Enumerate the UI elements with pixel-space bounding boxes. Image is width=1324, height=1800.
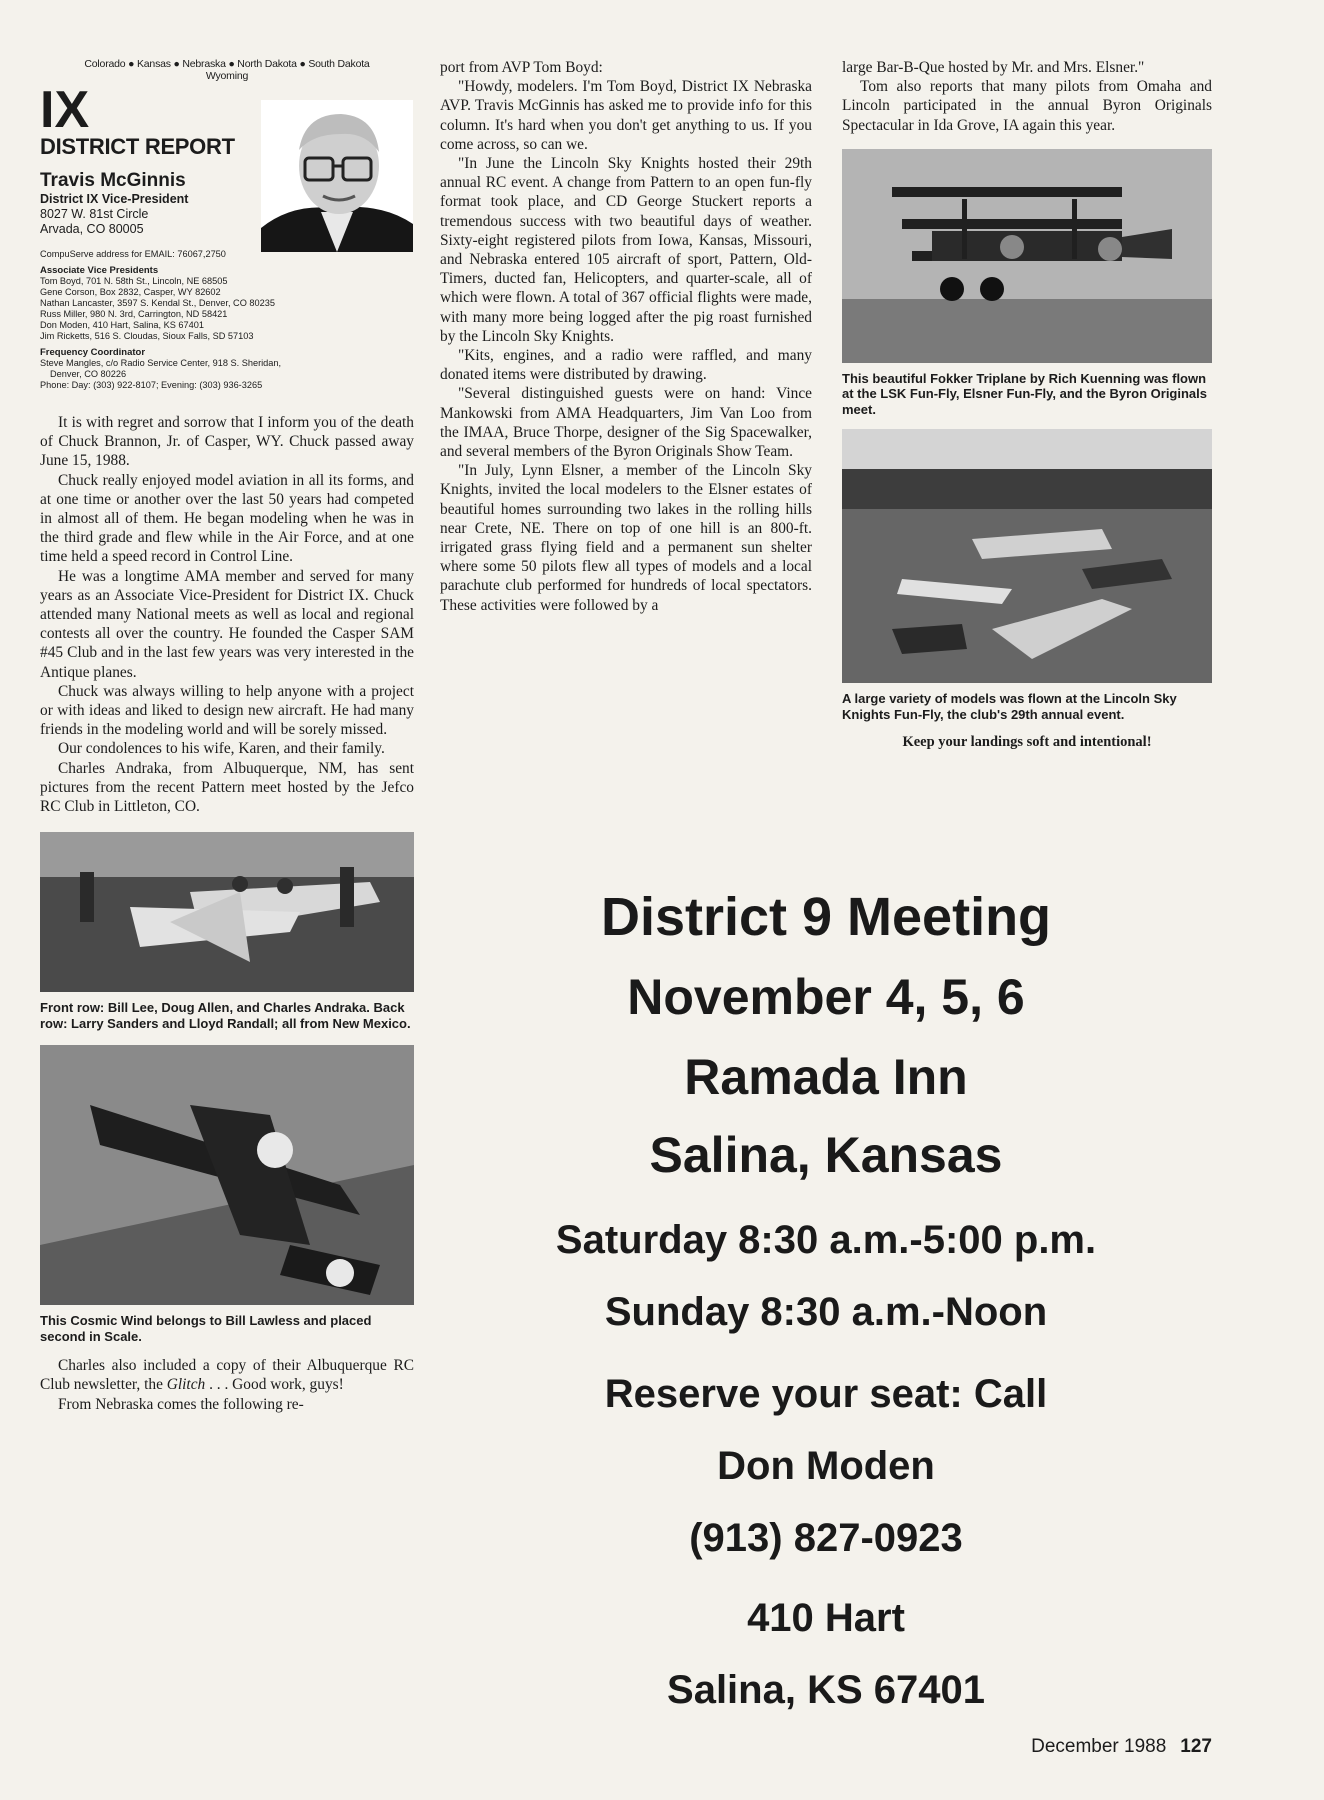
- contact-phone: (913) 827-0923: [689, 1516, 963, 1560]
- freq-line: Steve Mangles, c/o Radio Service Center, 918 S. Sheridan,: [40, 358, 282, 368]
- paragraph: large Bar-B-Que hosted by Mr. and Mrs. Elsner.": [842, 59, 1145, 76]
- freq-line: Phone: Day: (303) 922-8107; Evening: (303) 936-3265: [40, 380, 263, 390]
- meeting-city: Salina, Kansas: [649, 1127, 1003, 1183]
- vp-address-1: 8027 W. 81st Circle: [40, 207, 149, 221]
- vp-address-2: Arvada, CO 80005: [40, 222, 144, 236]
- paragraph: Charles Andraka, from Albuquerque, NM, has sent pictures from the recent Pattern meet hosted by the Jefco RC Club in Littleton, CO.: [40, 759, 414, 816]
- page-footer: [900, 1736, 1212, 1758]
- sign-off: Keep your landings soft and intentional!: [902, 734, 1152, 751]
- reserve-seat-text: Reserve your seat: Call: [604, 1372, 1048, 1416]
- paragraph: Our condolences to his wife, Karen, and their family.: [58, 740, 385, 758]
- paragraph: He was a longtime AMA member and served for many years as an Associate Vice-President for District IX. Chuck attended many National meets as well as local and regional contests all over the country. He founded the Casper SAM #45 Club and in the last few years was very interested in the Antique planes.: [40, 567, 414, 681]
- email-line: CompuServe address for EMAIL: 76067,2750: [40, 249, 226, 259]
- district-number: IX: [40, 81, 90, 139]
- assoc-title: Associate Vice Presidents: [40, 265, 159, 276]
- paragraph: "Howdy, modelers. I'm Tom Boyd, District IX Nebraska AVP. Travis McGinnis has asked me to provide info for this column. It's hard when you don't get anything to us. If you come across, so can we.: [440, 78, 812, 153]
- contact-block: [40, 249, 414, 391]
- paragraph: port from AVP Tom Boyd:: [440, 59, 603, 76]
- vp-name: Travis McGinnis: [40, 170, 186, 191]
- district-report-title: DISTRICT REPORT: [40, 134, 235, 159]
- assoc-line: Jim Ricketts, 516 S. Cloudas, Sioux Falls, SD 57103: [40, 331, 254, 341]
- contact-name: Don Moden: [717, 1444, 935, 1488]
- states-line-1: Colorado ● Kansas ● Nebraska ● North Dakota ● South Dakota: [84, 58, 370, 70]
- caption-group-photo: Front row: Bill Lee, Doug Allen, and Charles Andraka. Back row: Larry Sanders and Lloyd Randall; all from New Mexico.: [40, 1000, 411, 1031]
- paragraph: Chuck really enjoyed model aviation in all its forms, and at one time or another over the last 50 years had competed in almost all of them. He began modeling when he was in the third grade and flew while in the Air Force, and at one time held a speed record in Control Line.: [40, 471, 414, 566]
- assoc-line: Russ Miller, 980 N. 3rd, Carrington, ND 58421: [40, 309, 228, 319]
- freq-title: Frequency Coordinator: [40, 347, 146, 358]
- meeting-title: District 9 Meeting: [600, 887, 1052, 947]
- column-right: [842, 58, 1212, 751]
- text-fragment: . . . Good work, guys!: [205, 1376, 344, 1394]
- closing-text: [40, 1356, 414, 1414]
- paragraph: "Several distinguished guests were on hand: Vince Mankowski from AMA Headquarters, Jim Van Loo from the IMAA, Bruce Thorpe, designer of the Sig Spacewalker, and several members of the Byron Originals Show Team.: [440, 385, 812, 461]
- paragraph: Chuck was always willing to help anyone with a project or with ideas and liked to design new aircraft. He had many friends in the modeling world and will be sorely missed.: [40, 682, 414, 739]
- newsletter-title: Glitch: [166, 1376, 206, 1394]
- paragraph: "In June the Lincoln Sky Knights hosted their 29th annual RC event. A change from Pattern to an open fun-fly format took place, and CD George Stuckert reports a tremendous success with two beautiful days of weather. Sixty-eight registered pilots from Iowa, Kansas, Missouri, and Nebraska entered 105 aircraft of sport, Pattern, Old-Timers, ducted fan, Helicopters, and quarter-scale, all of which were flown. A total of 367 official flights were made, with many more being logged after the pig roast furnished by the Lincoln Sky Knights.: [440, 155, 812, 345]
- page-number: 127: [1180, 1736, 1212, 1757]
- paragraph: "Kits, engines, and a radio were raffled, and many donated items were distributed by drawing.: [440, 347, 812, 384]
- group-photo-pattern-meet: [40, 832, 414, 992]
- fun-fly-models-photo: [842, 429, 1212, 683]
- vp-portrait-photo: [261, 100, 413, 252]
- states-line-2: Wyoming: [205, 70, 249, 82]
- assoc-line: Gene Corson, Box 2832, Casper, WY 82602: [40, 287, 221, 297]
- caption-fokker-triplane: This beautiful Fokker Triplane by Rich Kuenning was flown at the LSK Fun-Fly, Elsner Fun-Fly, and the Byron Originals meet.: [842, 370, 1207, 417]
- assoc-line: Nathan Lancaster, 3597 S. Kendal St., Denver, CO 80235: [40, 298, 275, 308]
- column-middle: [440, 58, 812, 615]
- meeting-saturday-hours: Saturday 8:30 a.m.-5:00 p.m.: [555, 1218, 1097, 1262]
- contact-city: Salina, KS 67401: [667, 1668, 985, 1712]
- paragraph: "In July, Lynn Elsner, a member of the Lincoln Sky Knights, invited the local modelers to the Elsner estates of beautiful homes surrounding two lakes in the rolling hills near Crete, NE. There on top of one hill is an 800-ft. irrigated grass flying field and a permanent sun shelter where some 50 pilots flew all types of models and a local parachute club performed for hundreds of local spectators. These activities were followed by a: [440, 462, 812, 614]
- assoc-line: Don Moden, 410 Hart, Salina, KS 67401: [40, 320, 204, 330]
- vp-title: District IX Vice-President: [40, 192, 189, 206]
- paragraph: It is with regret and sorrow that I inform you of the death of Chuck Brannon, Jr. of Casper, WY. Chuck passed away June 15, 1988.: [40, 414, 414, 470]
- obituary-text: [40, 413, 414, 816]
- issue-date: December 1988: [1031, 1736, 1167, 1757]
- column-left: [40, 58, 414, 1414]
- meeting-sunday-hours: Sunday 8:30 a.m.-Noon: [604, 1290, 1048, 1334]
- paragraph: [40, 1356, 414, 1394]
- paragraph: Tom also reports that many pilots from Omaha and Lincoln participated in the annual Byron Originals Spectacular in Ida Grove, IA again this year.: [842, 78, 1212, 134]
- meeting-dates: November 4, 5, 6: [627, 969, 1025, 1025]
- paragraph: From Nebraska comes the following re-: [58, 1395, 304, 1413]
- meeting-venue: Ramada Inn: [684, 1049, 968, 1105]
- fokker-triplane-photo: [842, 149, 1212, 363]
- caption-fun-fly: A large variety of models was flown at the Lincoln Sky Knights Fun-Fly, the club's 29th annual event.: [842, 691, 1177, 722]
- states-list: [40, 58, 414, 82]
- freq-line: Denver, CO 80226: [50, 369, 127, 379]
- cosmic-wind-photo: [40, 1045, 414, 1305]
- text-fragment: Charles also included a copy of their Albuquerque RC Club newsletter, the: [40, 1357, 414, 1394]
- contact-street: 410 Hart: [747, 1596, 905, 1640]
- assoc-line: Tom Boyd, 701 N. 58th St., Lincoln, NE 68505: [40, 276, 228, 286]
- caption-cosmic-wind: This Cosmic Wind belongs to Bill Lawless and placed second in Scale.: [40, 1313, 372, 1344]
